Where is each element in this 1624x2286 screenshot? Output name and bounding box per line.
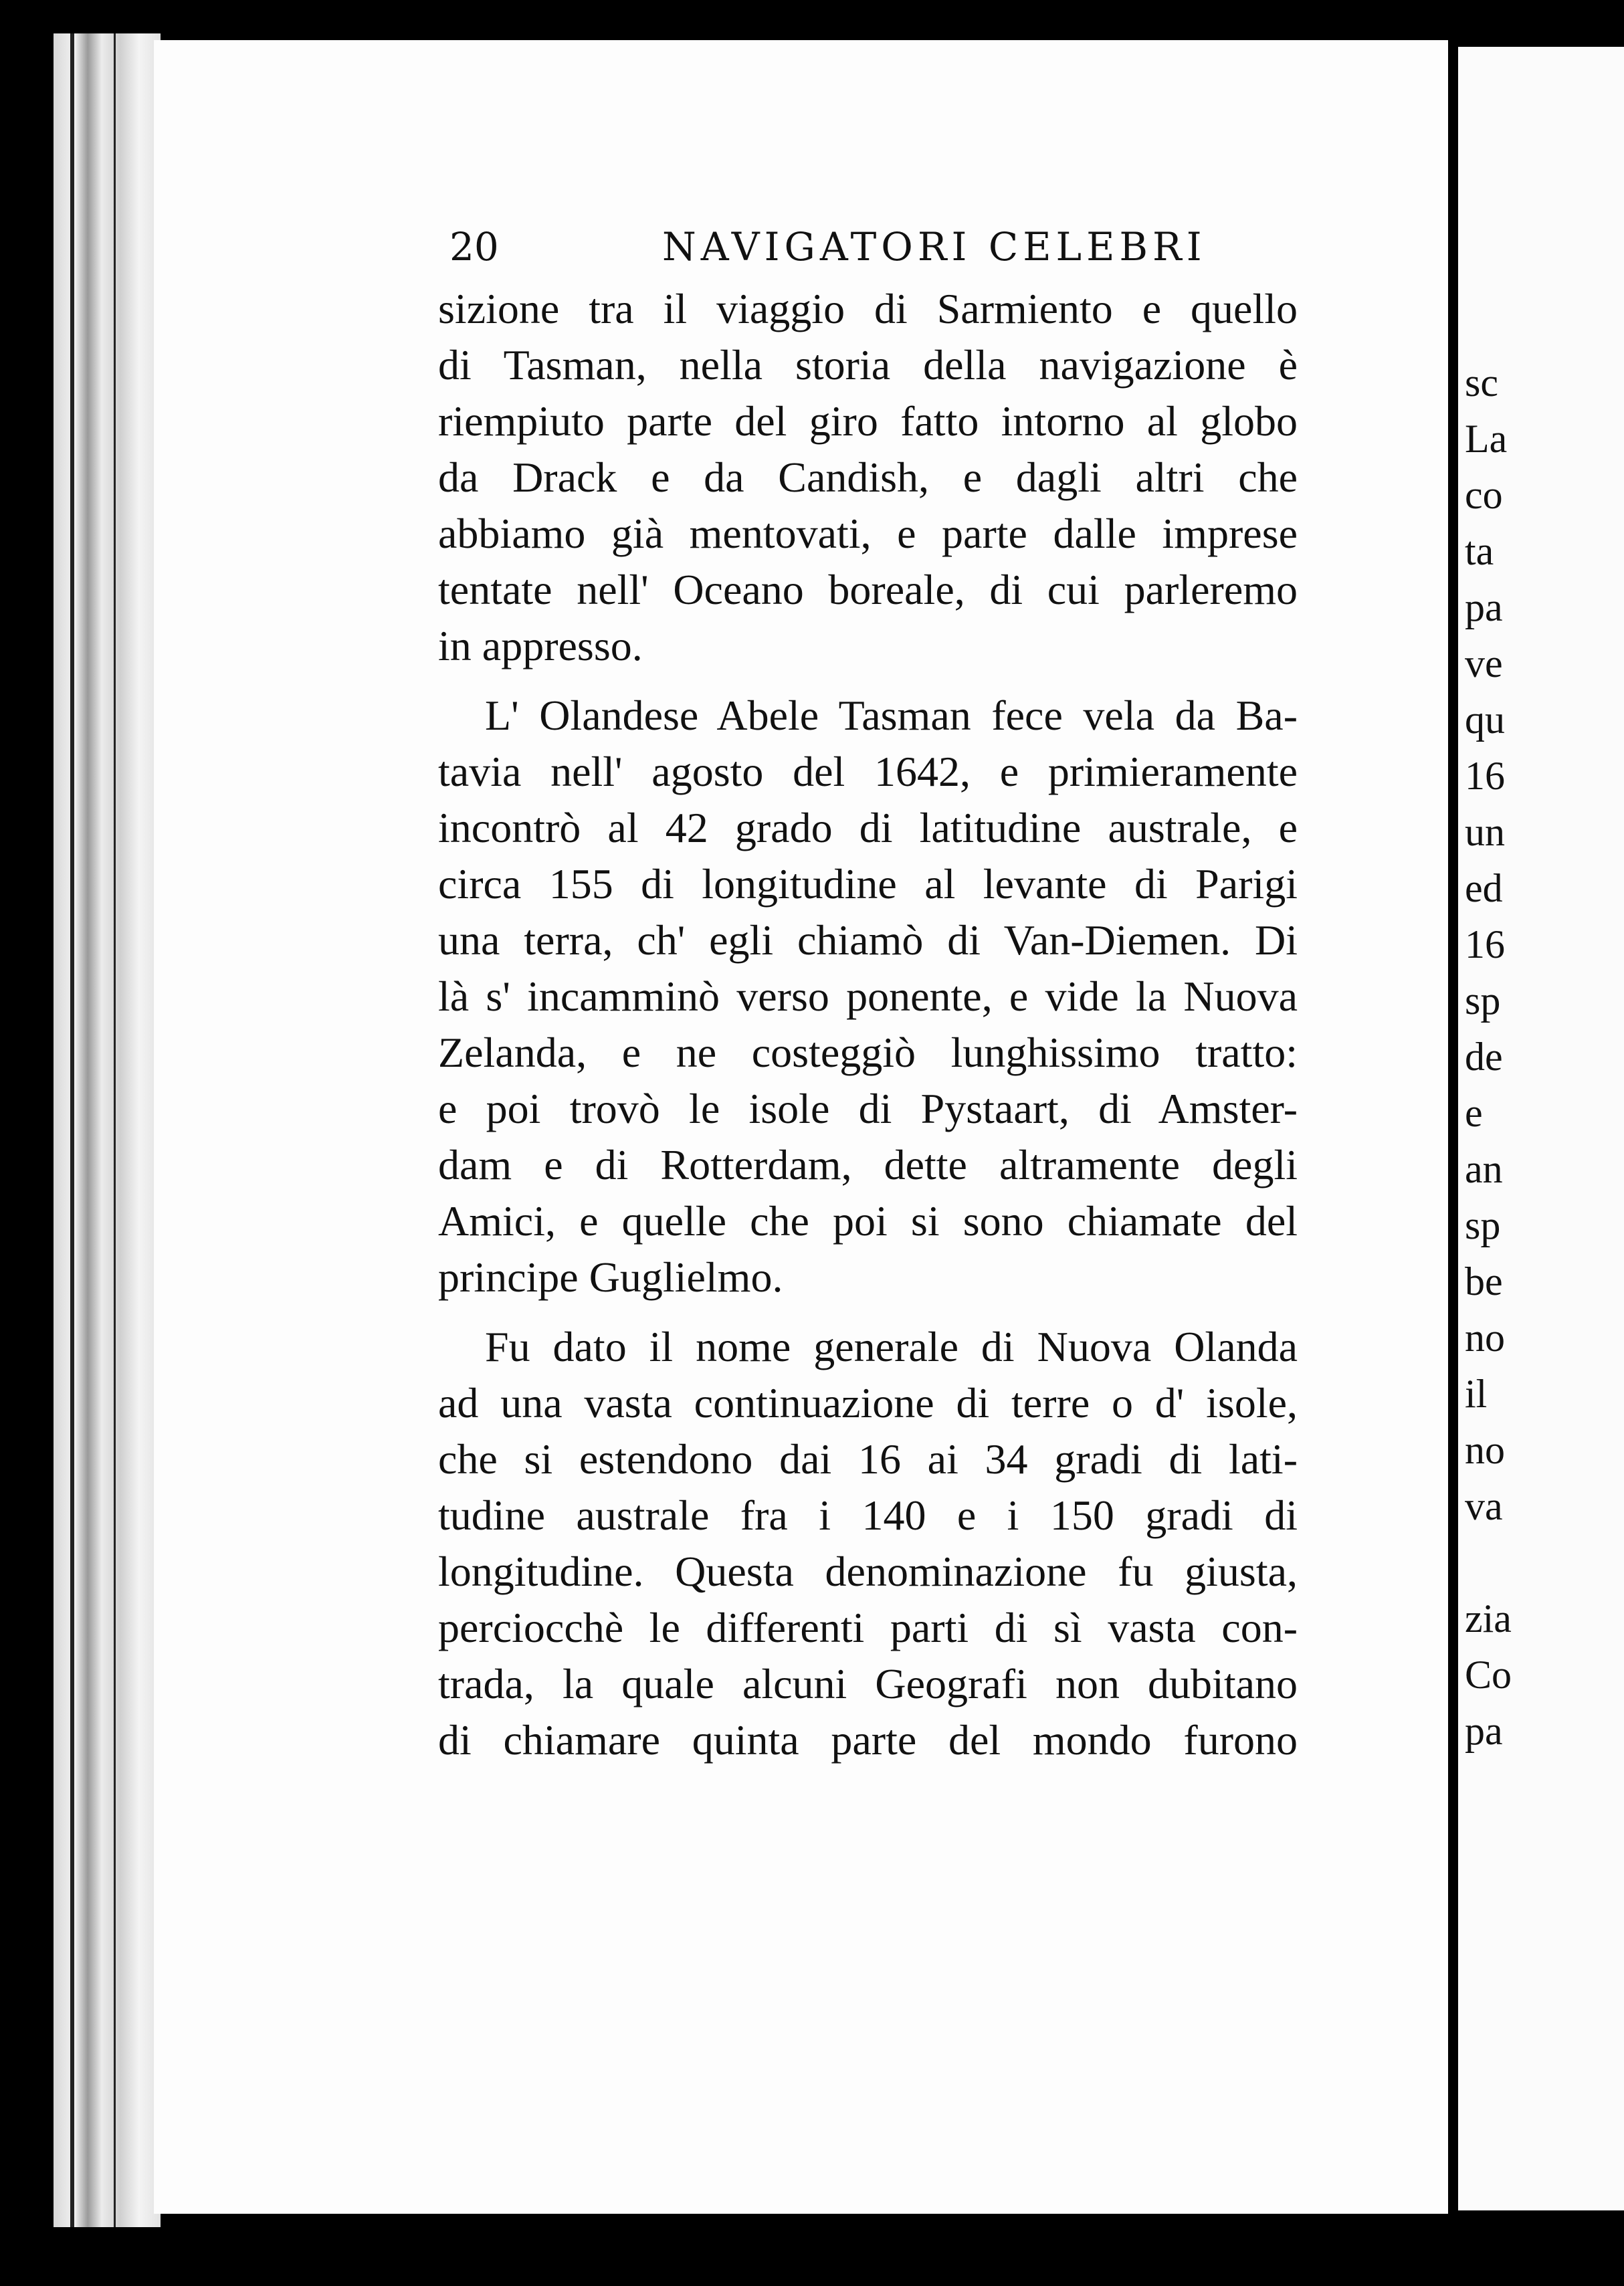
- adjacent-line: no: [1465, 1316, 1505, 1360]
- adjacent-line: pa: [1465, 1709, 1503, 1753]
- gutter-line: [114, 33, 116, 2227]
- text-line: ad una vasta continuazione di terre o d' isole,: [438, 1379, 1298, 1427]
- adjacent-line: La: [1465, 417, 1508, 461]
- text-line: incontrò al 42 grado di latitudine australe, e: [438, 804, 1298, 851]
- text-line: principe Guglielmo.: [438, 1253, 783, 1301]
- text-line: tavia nell' agosto del 1642, e primieramente: [438, 748, 1298, 795]
- adjacent-line: sp: [1465, 1203, 1501, 1247]
- text-line: una terra, ch' egli chiamò di Van-Diemen. Di: [438, 916, 1298, 964]
- book-gutter: [54, 33, 161, 2227]
- text-line: longitudine. Questa denominazione fu giusta,: [438, 1548, 1298, 1595]
- text-line: abbiamo già mentovati, e parte dalle imprese: [438, 510, 1298, 557]
- adjacent-page-text: [1458, 354, 1624, 1759]
- body-text: [438, 281, 1298, 1768]
- text-line: di Tasman, nella storia della navigazione è: [438, 341, 1298, 389]
- text-line: là s' incamminò verso ponente, e vide la Nuova: [438, 972, 1298, 1020]
- adjacent-page: [1458, 47, 1624, 2210]
- gutter-line: [70, 33, 74, 2227]
- text-line: circa 155 di longitudine al levante di Parigi: [438, 860, 1298, 908]
- text-line: di chiamare quinta parte del mondo furono: [438, 1716, 1298, 1764]
- adjacent-line: pa: [1465, 585, 1503, 629]
- adjacent-line: 16: [1465, 754, 1505, 798]
- page-number: 20: [449, 224, 499, 270]
- adjacent-line: ed: [1465, 866, 1503, 910]
- text-line: sizione tra il viaggio di Sarmiento e quello: [438, 285, 1298, 332]
- text-line: che si estendono dai 16 ai 34 gradi di lati-: [438, 1435, 1298, 1483]
- text-line: tentate nell' Oceano boreale, di cui parleremo: [438, 566, 1298, 613]
- text-line: da Drack e da Candish, e dagli altri che: [438, 453, 1298, 501]
- adjacent-line: sc: [1465, 360, 1498, 405]
- text-line: perciocchè le differenti parti di sì vasta con-: [438, 1604, 1298, 1651]
- adjacent-line: zia: [1465, 1596, 1512, 1641]
- adjacent-line: Co: [1465, 1653, 1512, 1697]
- adjacent-line: sp: [1465, 978, 1501, 1023]
- adjacent-line: an: [1465, 1147, 1503, 1191]
- text-line: Zelanda, e ne costeggiò lunghissimo tratto:: [438, 1029, 1298, 1076]
- adjacent-line: co: [1465, 473, 1503, 517]
- text-line: dam e di Rotterdam, dette altramente degli: [438, 1141, 1298, 1188]
- text-line: in appresso.: [438, 622, 643, 669]
- text-line: Amici, e quelle che poi si sono chiamate del: [438, 1197, 1298, 1245]
- text-line: e poi trovò le isole di Pystaart, di Amster-: [438, 1085, 1298, 1132]
- adjacent-line: ta: [1465, 529, 1494, 573]
- adjacent-line: il: [1465, 1372, 1488, 1416]
- adjacent-line: un: [1465, 810, 1505, 854]
- adjacent-line: de: [1465, 1035, 1503, 1079]
- text-line: riempiuto parte del giro fatto intorno al globo: [438, 397, 1298, 445]
- adjacent-line: 16: [1465, 922, 1505, 966]
- adjacent-line: e: [1465, 1091, 1483, 1135]
- adjacent-line: ve: [1465, 641, 1503, 686]
- adjacent-line: no: [1465, 1428, 1505, 1472]
- adjacent-line: be: [1465, 1259, 1503, 1304]
- text-line: Fu dato il nome generale di Nuova Olanda: [485, 1323, 1298, 1370]
- text-line: L' Olandese Abele Tasman fece vela da Ba-: [485, 692, 1298, 739]
- text-line: trada, la quale alcuni Geografi non dubitano: [438, 1660, 1298, 1707]
- adjacent-line: va: [1465, 1484, 1503, 1528]
- adjacent-line: qu: [1465, 698, 1505, 742]
- text-line: tudine australe fra i 140 e i 150 gradi di: [438, 1491, 1298, 1539]
- running-title: NAVIGATORI CELEBRI: [662, 224, 1207, 270]
